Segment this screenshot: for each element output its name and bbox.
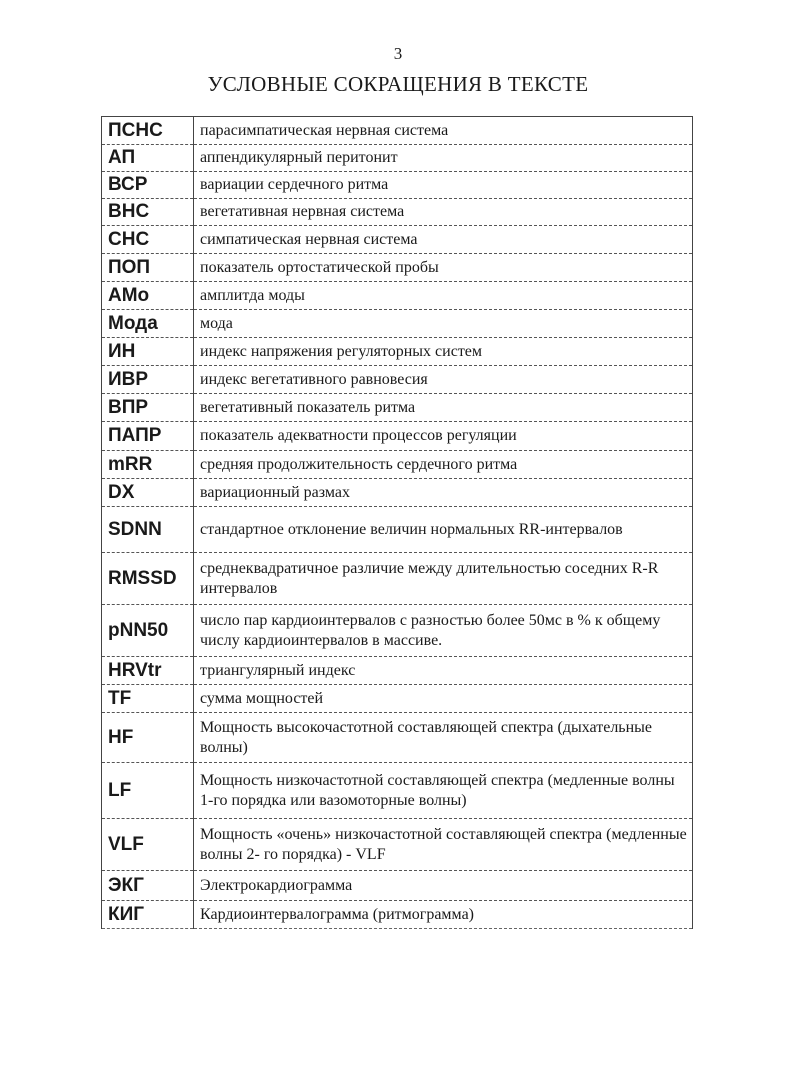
- description-cell: среднеквадратичное различие между длительностью соседних R-R интервалов: [194, 553, 693, 605]
- table-row: [102, 479, 693, 507]
- description-cell: число пар кардиоинтервалов с разностью более 50мс в % к общему числу кардиоинтервалов в массиве.: [194, 605, 693, 657]
- table-row: [102, 117, 693, 145]
- description-cell: индекс напряжения регуляторных систем: [194, 338, 693, 366]
- abbreviation-cell: Мода: [102, 310, 194, 338]
- abbreviation-cell: ИН: [102, 338, 194, 366]
- page-title: УСЛОВНЫЕ СОКРАЩЕНИЯ В ТЕКСТЕ: [207, 72, 589, 96]
- abbreviation-cell: HF: [102, 713, 194, 763]
- abbreviation-cell: ПОП: [102, 254, 194, 282]
- description-cell: триангулярный индекс: [194, 657, 693, 685]
- abbreviation-cell: LF: [102, 763, 194, 819]
- description-cell: Электрокардиограмма: [194, 871, 693, 901]
- description-cell: вегетативная нервная система: [194, 199, 693, 226]
- abbreviation-cell: СНС: [102, 226, 194, 254]
- description-cell: парасимпатическая нервная система: [194, 117, 693, 145]
- table-row: [102, 338, 693, 366]
- abbreviation-cell: КИГ: [102, 901, 194, 929]
- description-cell: Мощность «очень» низкочастотной составляющей спектра (медленные волны 2- го порядка) - VLF: [194, 819, 693, 871]
- description-cell: вариационный размах: [194, 479, 693, 507]
- table-row: [102, 394, 693, 422]
- description-cell: вариации сердечного ритма: [194, 172, 693, 199]
- table-row: [102, 172, 693, 199]
- description-cell: показатель адекватности процессов регуляции: [194, 422, 693, 451]
- abbreviation-cell: АМо: [102, 282, 194, 310]
- table-row: [102, 282, 693, 310]
- page-number: 3: [393, 44, 403, 63]
- table-row: [102, 819, 693, 871]
- abbreviation-cell: ПАПР: [102, 422, 194, 451]
- table-row: [102, 685, 693, 713]
- description-cell: сумма мощностей: [194, 685, 693, 713]
- description-cell: индекс вегетативного равновесия: [194, 366, 693, 394]
- abbreviation-cell: mRR: [102, 451, 194, 479]
- description-cell: аппендикулярный перитонит: [194, 145, 693, 172]
- description-cell: средняя продолжительность сердечного ритма: [194, 451, 693, 479]
- table-row: [102, 366, 693, 394]
- table-row: [102, 657, 693, 685]
- description-cell: Мощность высокочастотной составляющей спектра (дыхательные волны): [194, 713, 693, 763]
- table-row: [102, 310, 693, 338]
- description-cell: Мощность низкочастотной составляющей спектра (медленные волны 1-го порядка или вазомоторные волны): [194, 763, 693, 819]
- abbreviation-cell: TF: [102, 685, 194, 713]
- table-row: [102, 226, 693, 254]
- abbreviation-cell: ВНС: [102, 199, 194, 226]
- description-cell: стандартное отклонение величин нормальных RR-интервалов: [194, 507, 693, 553]
- description-cell: амплитда моды: [194, 282, 693, 310]
- description-cell: Кардиоинтервалограмма (ритмограмма): [194, 901, 693, 929]
- table-row: [102, 145, 693, 172]
- table-row: [102, 871, 693, 901]
- abbreviation-cell: RMSSD: [102, 553, 194, 605]
- abbreviation-cell: VLF: [102, 819, 194, 871]
- abbreviation-cell: pNN50: [102, 605, 194, 657]
- table-row: [102, 763, 693, 819]
- abbreviation-cell: HRVtr: [102, 657, 194, 685]
- table-row: [102, 507, 693, 553]
- abbreviation-cell: ЭКГ: [102, 871, 194, 901]
- description-cell: мода: [194, 310, 693, 338]
- table-row: [102, 254, 693, 282]
- table-row: [102, 422, 693, 451]
- abbreviation-cell: ВСР: [102, 172, 194, 199]
- abbreviation-cell: АП: [102, 145, 194, 172]
- table-row: [102, 605, 693, 657]
- abbreviations-table: [101, 116, 693, 929]
- abbreviation-cell: SDNN: [102, 507, 194, 553]
- description-cell: показатель ортостатической пробы: [194, 254, 693, 282]
- abbreviation-cell: ПСНС: [102, 117, 194, 145]
- description-cell: вегетативный показатель ритма: [194, 394, 693, 422]
- description-cell: симпатическая нервная система: [194, 226, 693, 254]
- table-row: [102, 199, 693, 226]
- table-row: [102, 451, 693, 479]
- table-row: [102, 713, 693, 763]
- abbreviation-cell: DX: [102, 479, 194, 507]
- abbreviation-cell: ВПР: [102, 394, 194, 422]
- table-row: [102, 901, 693, 929]
- abbreviation-cell: ИВР: [102, 366, 194, 394]
- table-row: [102, 553, 693, 605]
